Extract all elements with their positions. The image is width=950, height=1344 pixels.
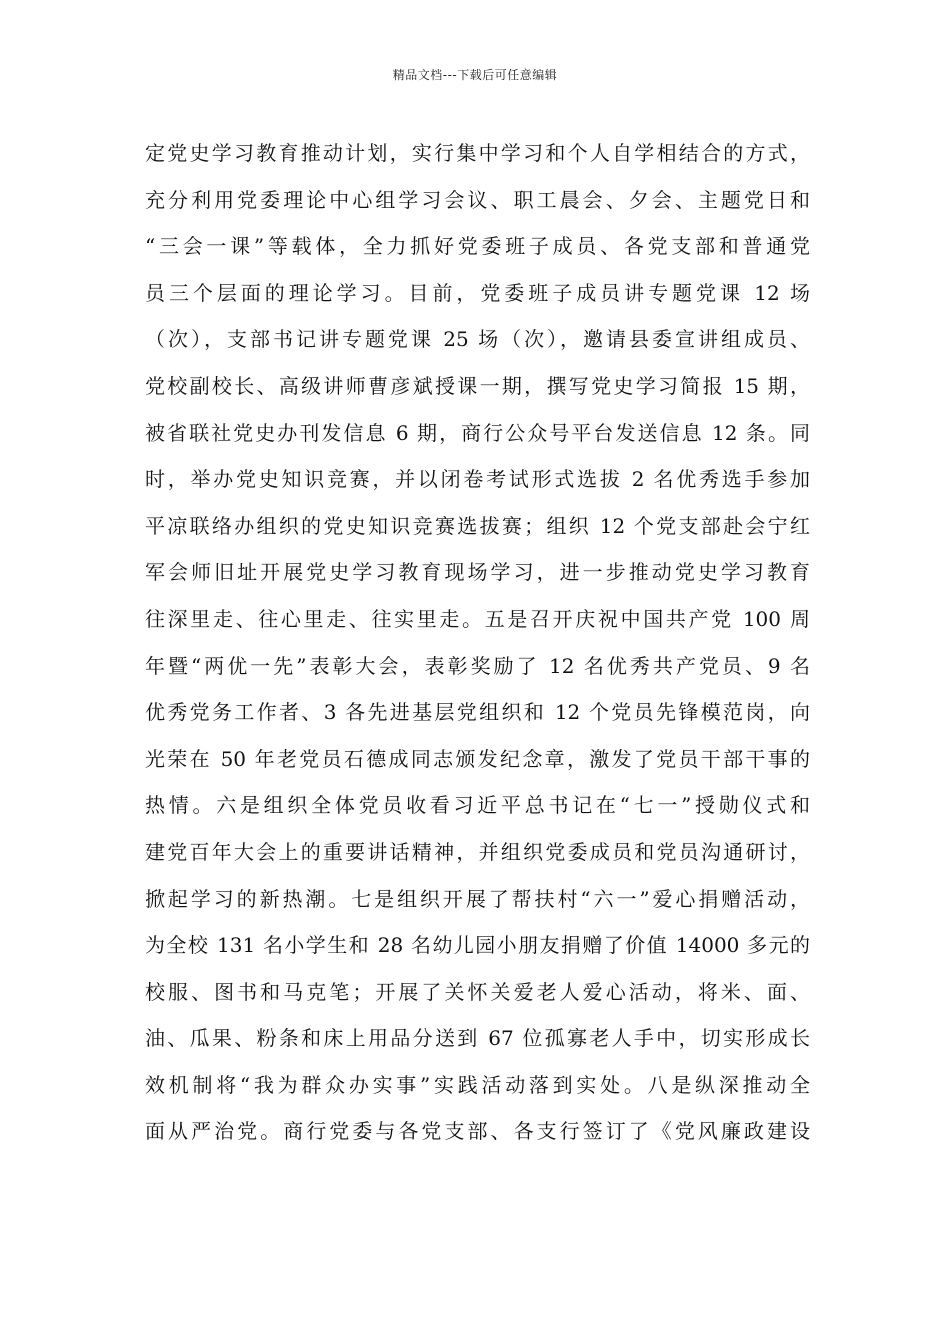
page-header: 精品文档---下载后可任意编辑 — [392, 68, 558, 82]
text-line: 建党百年大会上的重要讲话精神，并组织党委成员和党员沟通研讨， — [145, 839, 810, 864]
text-line: “三会一课”等载体，全力抓好党委班子成员、各党支部和普通党 — [145, 234, 810, 259]
text-line: 光荣在 50 年老党员石德成同志颁发纪念章，激发了党员干部干事的 — [145, 746, 810, 771]
text-line: 军会师旧址开展党史学习教育现场学习，进一步推动党史学习教育 — [145, 560, 810, 585]
text-line: 党校副校长、高级讲师曹彦斌授课一期，撰写党史学习简报 15 期， — [145, 373, 810, 398]
text-line: 热情。六是组织全体党员收看习近平总书记在“七一”授勋仪式和 — [145, 793, 810, 818]
text-line: 为全校 131 名小学生和 28 名幼儿园小朋友捐赠了价值 14000 多元的 — [145, 933, 810, 958]
text-line: 掀起学习的新热潮。七是组织开展了帮扶村“六一”爱心捐赠活动， — [145, 886, 810, 911]
text-line: 往深里走、往心里走、往实里走。五是召开庆祝中国共产党 100 周 — [145, 606, 810, 631]
text-line: 被省联社党史办刊发信息 6 期，商行公众号平台发送信息 12 条。同 — [145, 420, 810, 445]
text-line: 校服、图书和马克笔；开展了关怀关爱老人爱心活动，将米、面、 — [145, 979, 810, 1004]
body-paragraph — [145, 130, 810, 1155]
text-line: 面从严治党。商行党委与各党支部、各支行签订了《党风廉政建设 — [145, 1119, 810, 1144]
text-line: 定党史学习教育推动计划，实行集中学习和个人自学相结合的方式， — [145, 141, 810, 165]
text-line: 油、瓜果、粉条和床上用品分送到 67 位孤寡老人手中，切实形成长 — [145, 1026, 810, 1051]
text-line: 员三个层面的理论学习。目前，党委班子成员讲专题党课 12 场 — [145, 280, 810, 305]
text-line: 年暨“两优一先”表彰大会，表彰奖励了 12 名优秀共产党员、9 名 — [145, 653, 810, 678]
text-line: 充分利用党委理论中心组学习会议、职工晨会、夕会、主题党日和 — [145, 187, 810, 212]
text-line: 效机制将“我为群众办实事”实践活动落到实处。八是纵深推动全 — [145, 1072, 810, 1097]
text-line: 平凉联络办组织的党史知识竞赛选拔赛；组织 12 个党支部赴会宁红 — [145, 513, 810, 538]
text-line: 优秀党务工作者、3 各先进基层党组织和 12 个党员先锋模范岗，向 — [145, 700, 810, 725]
text-line: 时，举办党史知识竞赛，并以闭卷考试形式选拔 2 名优秀选手参加 — [145, 467, 810, 492]
text-line: （次），支部书记讲专题党课 25 场（次），邀请县委宣讲组成员、 — [145, 327, 810, 352]
